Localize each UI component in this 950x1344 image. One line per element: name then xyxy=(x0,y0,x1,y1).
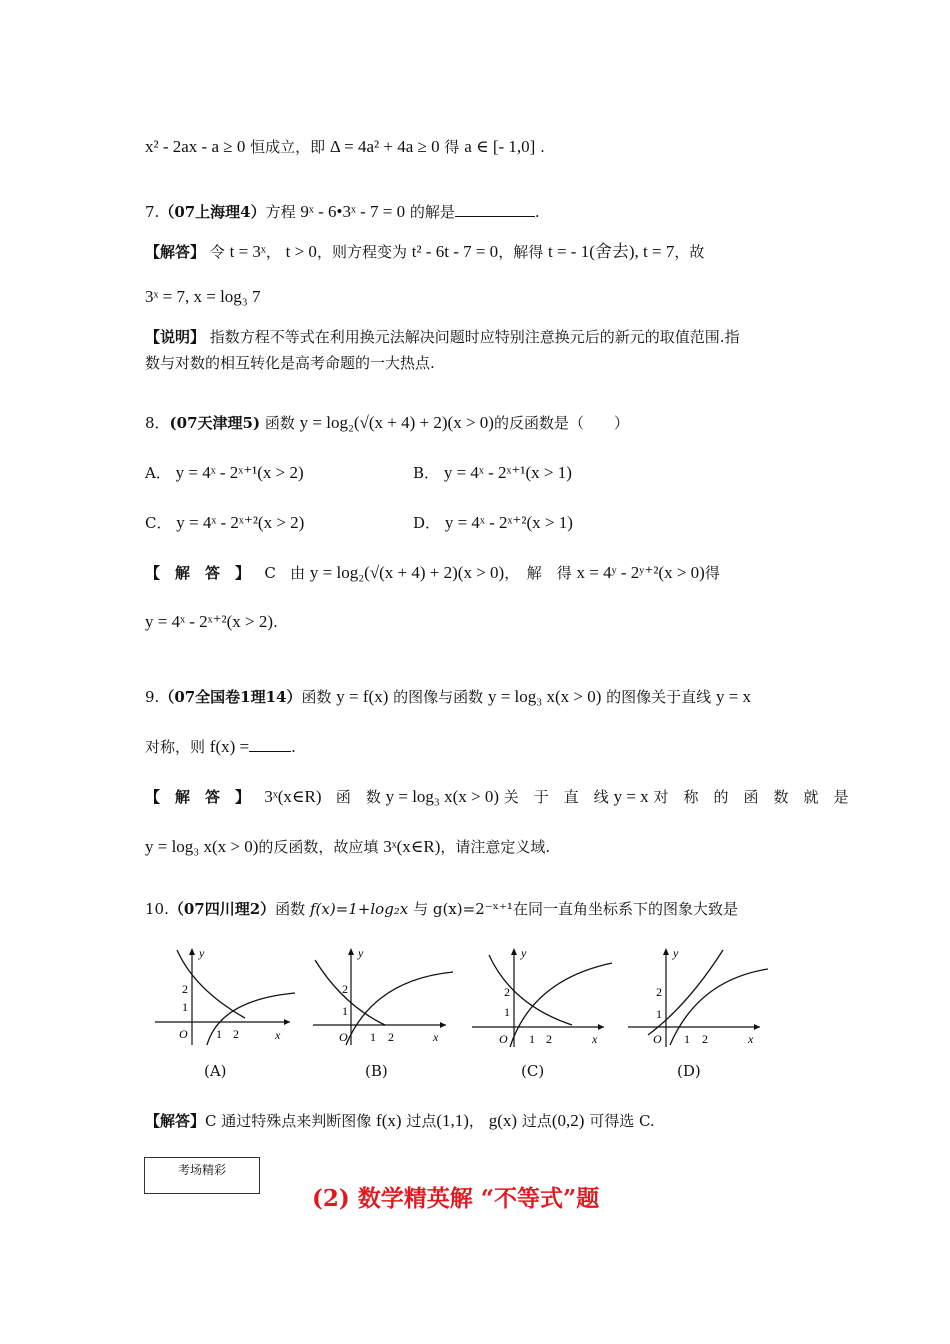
math: f(x) xyxy=(376,1111,402,1130)
graph-a-caption: (A) xyxy=(204,1062,227,1080)
option-expr: y = 4ˣ - 2ˣ⁺²(x > 1) xyxy=(444,513,573,532)
tick-label: 1 xyxy=(504,1005,510,1019)
answer-value: 3ˣ(x∈R) xyxy=(264,787,322,806)
note-7-line2: 数与对数的相互转化是高考命题的一大热点. xyxy=(145,354,435,372)
text: C 通过特殊点来判断图像 xyxy=(205,1112,372,1130)
tick-label: 2 xyxy=(388,1030,394,1044)
question-source: （07全国卷1理14） xyxy=(159,688,302,706)
graph-b-caption: (B) xyxy=(365,1062,388,1080)
tick-label: 2 xyxy=(546,1032,552,1046)
text: ，故 xyxy=(674,243,705,261)
text: 过点 xyxy=(406,1112,437,1130)
question-number: 10. xyxy=(145,900,169,918)
text: 的解是 xyxy=(409,203,455,221)
answer-tag: 【解答】 xyxy=(145,243,206,261)
graph-c xyxy=(472,945,612,1054)
tick-label: 2 xyxy=(182,982,188,996)
option-label: D． xyxy=(413,514,441,532)
graph-a-svg xyxy=(155,945,295,1050)
question-number: 8． xyxy=(145,414,170,432)
math: y = log₃ x(x > 0) xyxy=(385,787,500,806)
tick-label: 2 xyxy=(233,1027,239,1041)
x-axis-label: x xyxy=(275,1028,281,1042)
text: 由 xyxy=(290,564,306,582)
text: 对称，则 xyxy=(145,738,206,756)
math: t² - 6t - 7 = 0 xyxy=(411,242,499,261)
text: 恒成立，即 xyxy=(250,138,326,156)
answer-tag: 【解答】 xyxy=(145,1112,206,1130)
math: y = x xyxy=(613,787,649,806)
answer-blank xyxy=(249,737,291,752)
answer-8-line2 xyxy=(145,612,278,632)
math: t = - 1(舍去), t = 7 xyxy=(547,242,675,261)
y-axis-label: y xyxy=(521,946,527,960)
text: 关 于 直 线 xyxy=(503,788,609,806)
answer-8 xyxy=(145,562,720,583)
tick-label: 2 xyxy=(702,1032,708,1046)
text: ， xyxy=(265,243,281,261)
tick-label: 1 xyxy=(656,1007,662,1021)
period: . xyxy=(540,138,545,156)
question-source: （07四川理2） xyxy=(168,900,276,918)
option-label: C． xyxy=(145,514,172,532)
answer-tag: 【 解 答 】 xyxy=(145,564,251,582)
text: 函数 xyxy=(275,900,306,918)
text: ，则方程变为 xyxy=(316,243,407,261)
tick-label: 2 xyxy=(504,985,510,999)
text: 对 称 的 函 数 就 是 xyxy=(653,788,849,806)
answer-tag: 【 解 答 】 xyxy=(145,788,251,806)
text: 在同一直角坐标系下的图象大致是 xyxy=(512,900,738,918)
graph-b xyxy=(313,945,453,1054)
option-label: A． xyxy=(145,464,171,482)
answer-7-line2: 3ˣ = 7, x = log₃ 7 xyxy=(145,287,261,306)
text: ，解得 xyxy=(498,243,544,261)
y-axis-label: y xyxy=(199,946,205,960)
x-axis-label: x xyxy=(748,1032,754,1046)
text: ，请注意定义域. xyxy=(440,838,551,856)
math: y = x xyxy=(715,687,752,706)
note-text: 指数方程不等式在利用换元法解决问题时应特别注意换元后的新元的取值范围.指 xyxy=(209,328,740,346)
origin-label: O xyxy=(653,1032,662,1046)
math: g(x)=2⁻ˣ⁺¹ xyxy=(432,900,513,918)
question-number: 7. xyxy=(145,203,160,221)
graph-b-svg xyxy=(313,945,453,1050)
tick-label: 2 xyxy=(656,985,662,999)
note-7 xyxy=(145,326,740,347)
math: 3ˣ(x∈R) xyxy=(383,837,441,856)
math: (0,2) xyxy=(551,1111,585,1130)
option-label: B． xyxy=(413,464,440,482)
text: 的图像关于直线 xyxy=(606,688,712,706)
tick-label: 1 xyxy=(342,1004,348,1018)
equation: 9ˣ - 6•3ˣ - 7 = 0 xyxy=(300,202,406,221)
math: y = log₂(√(x + 4) + 2)(x > 0) xyxy=(309,563,505,582)
text: 得 xyxy=(444,138,460,156)
x-axis-label: x xyxy=(592,1032,598,1046)
origin-label: O xyxy=(339,1030,348,1044)
text: 函数 xyxy=(264,414,295,432)
text: 的反函数，故应填 xyxy=(258,838,379,856)
option-a xyxy=(145,462,304,483)
section-tag: 考场精彩 xyxy=(144,1157,260,1194)
graph-a xyxy=(155,945,295,1054)
text: 令 xyxy=(209,243,225,261)
period: . xyxy=(273,613,278,631)
range-expr: a ∈ [- 1,0] xyxy=(464,137,536,156)
function-expr: y = log₂(√(x + 4) + 2)(x > 0) xyxy=(299,413,494,432)
text: 的图像与函数 xyxy=(393,688,484,706)
option-expr: y = 4ˣ - 2ˣ⁺¹(x > 1) xyxy=(443,463,572,482)
answer-blank xyxy=(455,202,535,217)
tick-label: 1 xyxy=(684,1032,690,1046)
option-b xyxy=(413,462,572,483)
math: g(x) xyxy=(488,1111,518,1130)
math: y = log₃ x(x > 0) xyxy=(487,687,602,706)
section-heading: (2) 数学精英解 “不等式”题 xyxy=(312,1185,600,1212)
note-tag: 【说明】 xyxy=(145,328,206,346)
text: 过点 xyxy=(521,1112,552,1130)
answer-10 xyxy=(145,1110,655,1131)
graph-c-caption: (C) xyxy=(521,1062,545,1080)
question-source: （07上海理4） xyxy=(159,203,266,221)
text: 函数 xyxy=(301,688,332,706)
question-7 xyxy=(145,201,540,222)
math: y = log₃ x(x > 0) xyxy=(145,837,259,856)
tick-label: 1 xyxy=(216,1027,222,1041)
period: . xyxy=(534,203,540,221)
option-expr: y = 4ˣ - 2ˣ⁺¹(x > 2) xyxy=(175,463,304,482)
tick-label: 2 xyxy=(342,982,348,996)
answer-9 xyxy=(145,786,848,807)
math: t > 0 xyxy=(285,242,317,261)
graph-d xyxy=(628,945,768,1054)
math: x = 4ʸ - 2ʸ⁺²(x > 0) xyxy=(576,563,705,582)
math: f(x)=1+log₂x xyxy=(309,900,409,918)
question-10 xyxy=(145,898,738,919)
graph-d-caption: (D) xyxy=(677,1062,701,1080)
graph-c-svg xyxy=(472,945,612,1050)
x-axis-label: x xyxy=(433,1030,439,1044)
origin-label: O xyxy=(499,1032,508,1046)
inequality-expr: x² - 2ax - a ≥ 0 xyxy=(145,137,246,156)
delta-expr: Δ = 4a² + 4a ≥ 0 xyxy=(329,137,440,156)
y-axis-label: y xyxy=(673,946,679,960)
tick-label: 1 xyxy=(182,1000,188,1014)
option-c xyxy=(145,512,304,533)
question-9-line2 xyxy=(145,736,296,757)
answer-choice: C xyxy=(264,564,276,582)
question-9 xyxy=(145,686,751,707)
tick-label: 1 xyxy=(529,1032,535,1046)
graph-d-svg xyxy=(628,945,768,1050)
text: ， xyxy=(468,1112,484,1130)
text: 的反函数是（ ） xyxy=(493,414,629,432)
question-source: (07天津理5) xyxy=(169,414,261,432)
line-continuation xyxy=(145,136,545,157)
y-axis-label: y xyxy=(358,946,364,960)
math: y = 4ˣ - 2ˣ⁺²(x > 2) xyxy=(145,612,274,631)
question-8 xyxy=(145,412,629,433)
text: 与 xyxy=(413,900,429,918)
math: f(x) = xyxy=(209,737,250,756)
option-d xyxy=(413,512,573,533)
text: 方程 xyxy=(265,203,296,221)
option-expr: y = 4ˣ - 2ˣ⁺²(x > 2) xyxy=(176,513,305,532)
origin-label: O xyxy=(179,1027,188,1041)
period: . xyxy=(291,738,296,756)
text: 可得选 C. xyxy=(589,1112,655,1130)
text: 得 xyxy=(704,564,720,582)
math: y = f(x) xyxy=(336,687,389,706)
answer-7 xyxy=(145,237,704,262)
question-number: 9. xyxy=(145,688,160,706)
text: 函 数 xyxy=(335,788,381,806)
math: (1,1) xyxy=(436,1111,469,1130)
math: t = 3ˣ xyxy=(229,242,266,261)
tick-label: 1 xyxy=(370,1030,376,1044)
answer-9-line2 xyxy=(145,836,550,857)
text: ， 解 得 xyxy=(504,564,572,582)
